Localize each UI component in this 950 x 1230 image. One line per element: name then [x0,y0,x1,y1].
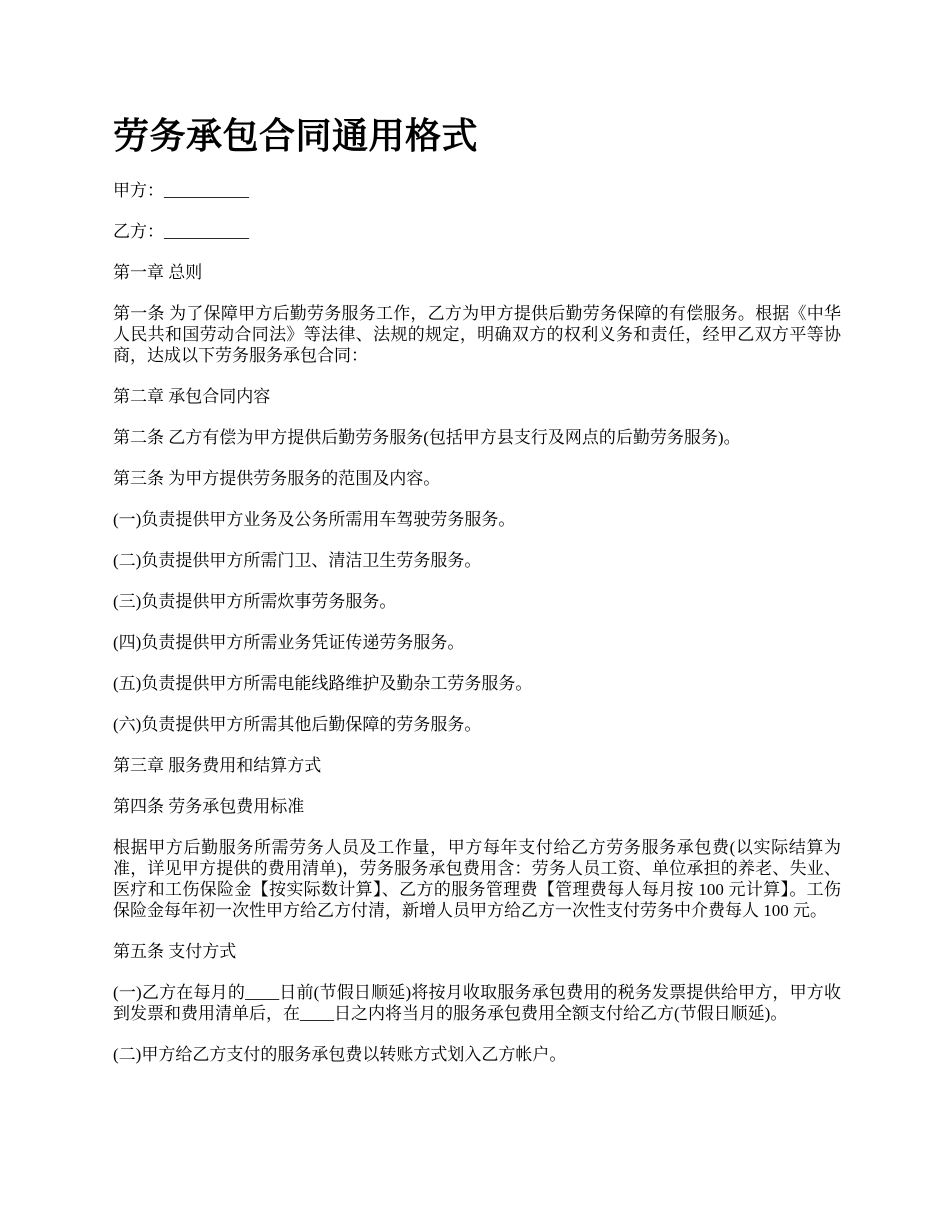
payment-item-2: (二)甲方给乙方支付的服务承包费以转账方式划入乙方帐户。 [113,1045,567,1064]
chapter-3-heading: 第三章 服务费用和结算方式 [113,756,322,775]
article-4-body: 根据甲方后勤服务所需劳务人员及工作量，甲方每年支付给乙方劳务服务承包费(以实际结算为准，详见甲方提供的费用清单)，劳务服务承包费用含：劳务人员工资、单位承担的养老、失业、医疗和工伤保险金【按实际数计算】、乙方的服务管理费【管理费每人每月按 100 元计算】。工伤保险金每年初一次性甲方给乙方付清，新增人员甲方给乙方一次性支付劳务中介费每人 100 元。 [113,838,841,920]
document-body [113,180,841,1065]
article-5-heading: 第五条 支付方式 [113,942,237,961]
payment-item-1: (一)乙方在每月的____日前(节假日顺延)将按月收取服务承包费用的税务发票提供给甲方，甲方收到发票和费用清单后，在____日之内将当月的服务承包费用全额支付给乙方(节假日顺延)。 [113,983,841,1023]
service-item-2: (二)负责提供甲方所需门卫、清洁卫生劳务服务。 [113,551,482,570]
article-4-heading: 第四条 劳务承包费用标准 [113,797,305,816]
service-item-4: (四)负责提供甲方所需业务凭证传递劳务服务。 [113,633,465,652]
service-item-1: (一)负责提供甲方业务及公务所需用车驾驶劳务服务。 [113,510,516,529]
service-item-6: (六)负责提供甲方所需其他后勤保障的劳务服务。 [113,715,482,734]
party-b-line: 乙方：__________ [113,222,249,241]
document-page [113,112,841,1085]
article-2: 第二条 乙方有偿为甲方提供后勤劳务服务(包括甲方县支行及网点的后勤劳务服务)。 [113,428,741,447]
chapter-2-heading: 第二章 承包合同内容 [113,387,271,406]
service-item-3: (三)负责提供甲方所需炊事劳务服务。 [113,592,397,611]
article-1: 第一条 为了保障甲方后勤劳务服务工作，乙方为甲方提供后勤劳务保障的有偿服务。根据《中华人民共和国劳动合同法》等法律、法规的规定，明确双方的权利义务和责任，经甲乙双方平等协商，达成以下劳务服务承包合同： [113,304,841,365]
document-title: 劳务承包合同通用格式 [113,116,479,157]
service-item-5: (五)负责提供甲方所需电能线路维护及勤杂工劳务服务。 [113,674,533,693]
party-a-line: 甲方：__________ [113,181,249,200]
article-3: 第三条 为甲方提供劳务服务的范围及内容。 [113,469,441,488]
chapter-1-heading: 第一章 总则 [113,263,203,282]
